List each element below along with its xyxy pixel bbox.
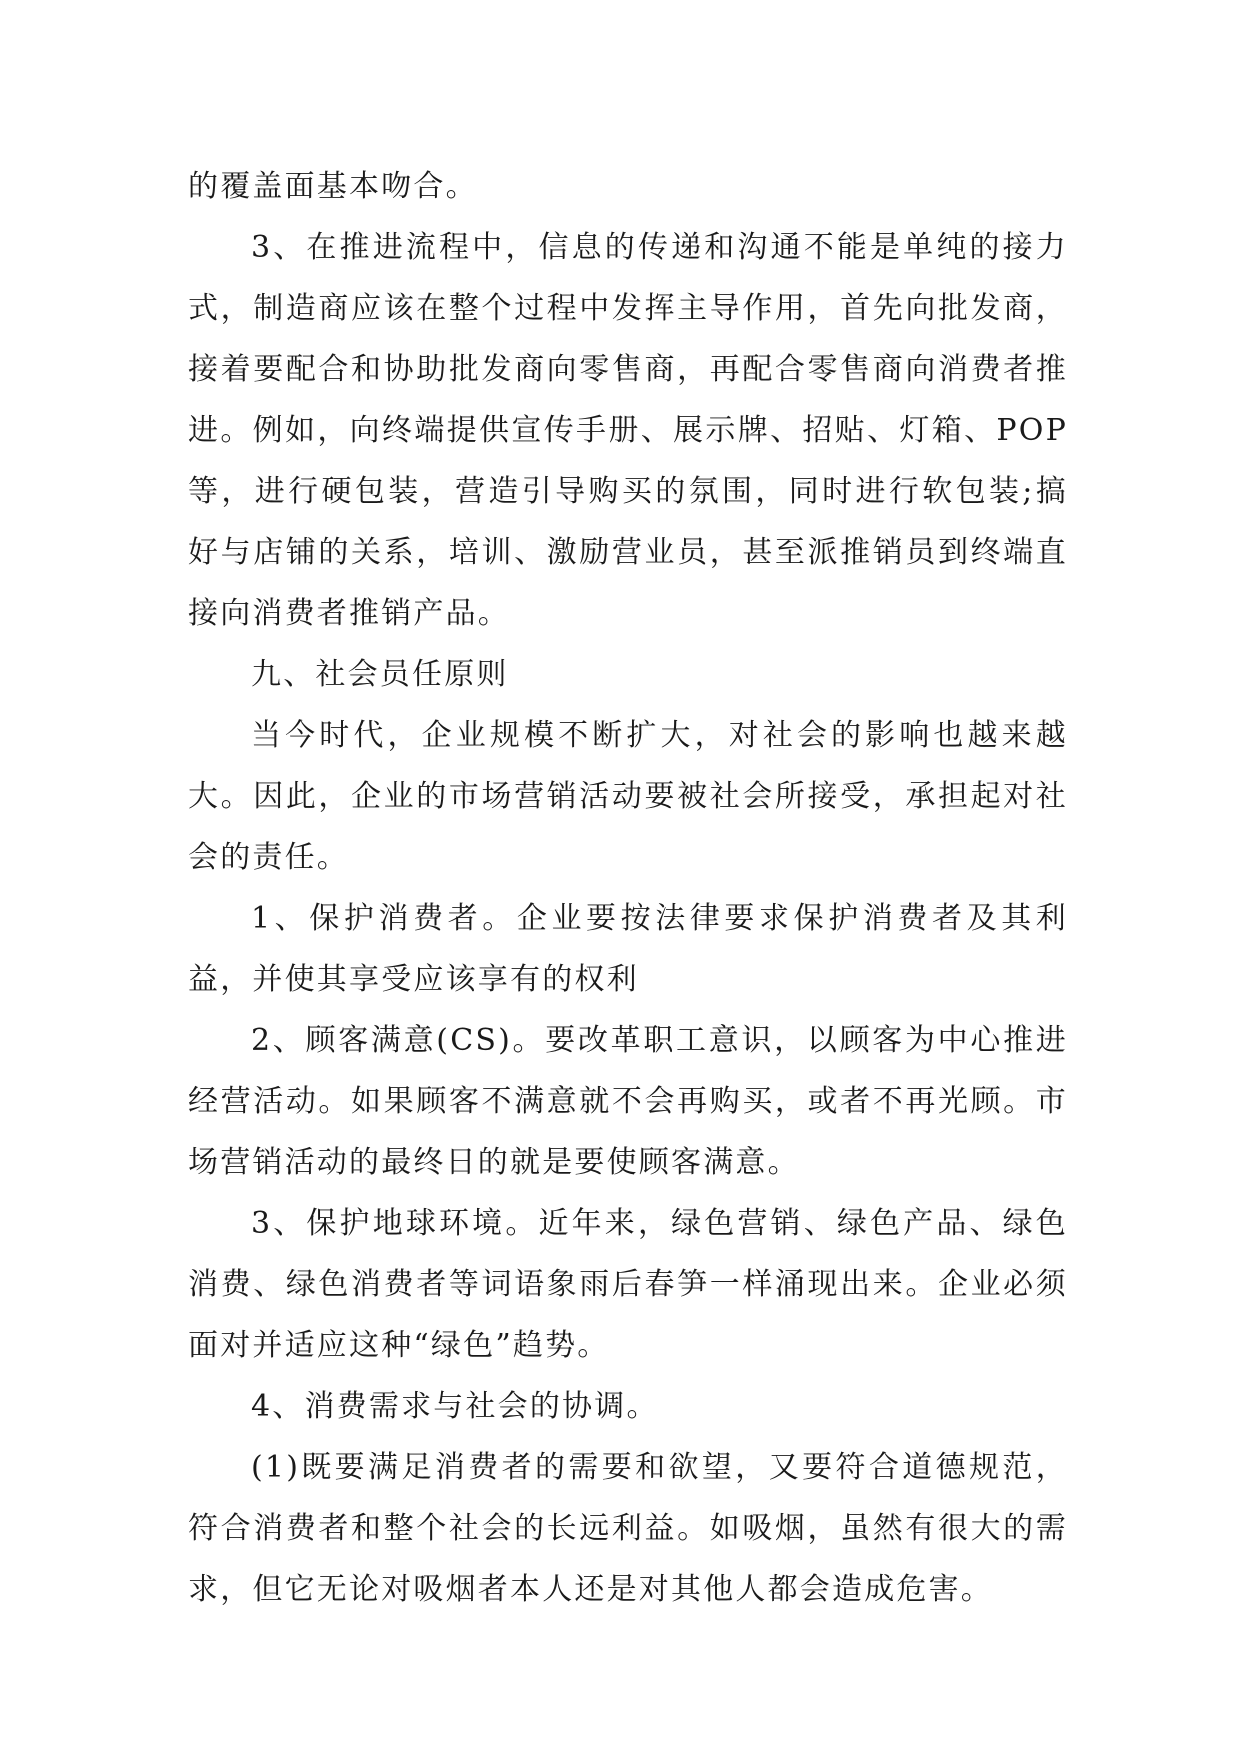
paragraph-continuation: 的覆盖面基本吻合。 xyxy=(188,169,478,204)
paragraph-subpoint-1: (1)既要满足消费者的需要和欲望，又要符合道德规范，符合消费者和整个社会的长远利益。如吸烟，虽然有很大的需求，但它无论对吸烟者本人还是对其他人都会造成危害。 xyxy=(188,1450,1068,1607)
paragraph-era-intro: 当今时代，企业规模不断扩大，对社会的影响也越来越大。因此，企业的市场营销活动要被社会所接受，承担起对社会的责任。 xyxy=(188,718,1068,875)
paragraph-protect-environment: 3、保护地球环境。近年来，绿色营销、绿色产品、绿色消费、绿色消费者等词语象雨后春笋一样涌现出来。企业必须面对并适应这种“绿色”趋势。 xyxy=(188,1206,1068,1363)
section-heading-social-responsibility: 九、社会员任原则 xyxy=(251,657,509,692)
paragraph-customer-satisfaction: 2、顾客满意(CS)。要改革职工意识，以顾客为中心推进经营活动。如果顾客不满意就不会再购买，或者不再光顾。市场营销活动的最终日的就是要使顾客满意。 xyxy=(188,1023,1068,1180)
paragraph-protect-consumers: 1、保护消费者。企业要按法律要求保护消费者及其利益，并使其享受应该享有的权利 xyxy=(188,901,1068,997)
paragraph-push-process: 3、在推进流程中，信息的传递和沟通不能是单纯的接力式，制造商应该在整个过程中发挥主导作用，首先向批发商，接着要配合和协助批发商向零售商，再配合零售商向消费者推进。例如，向终端提供宣传手册、展示牌、招贴、灯箱、POP等，进行硬包装，营造引导购买的氛围，同时进行软包装;搞好与店铺的关系，培训、激励营业员，甚至派推销员到终端直接向消费者推销产品。 xyxy=(188,230,1068,631)
paragraph-demand-coordination: 4、消费需求与社会的协调。 xyxy=(251,1389,659,1424)
document-body xyxy=(188,156,1068,1620)
